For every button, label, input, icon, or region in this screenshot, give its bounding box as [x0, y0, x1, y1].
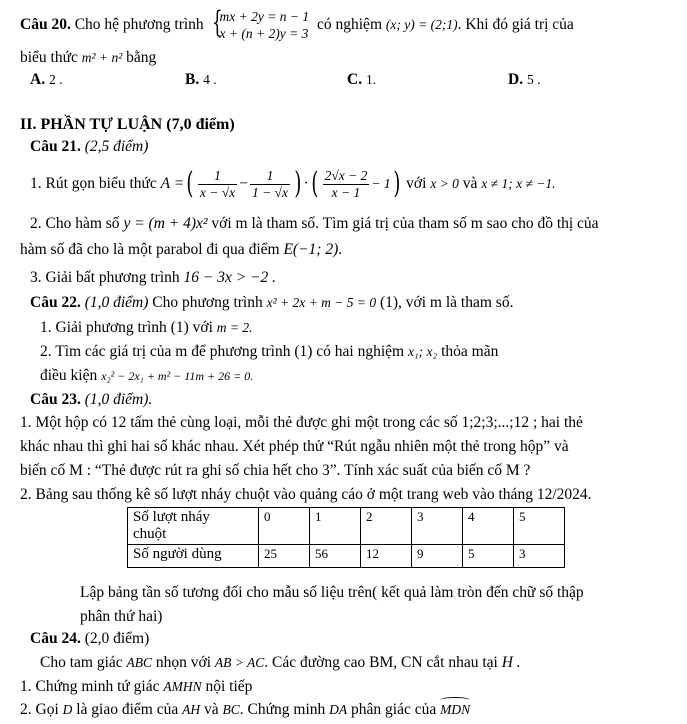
- q24-heading: [30, 629, 149, 649]
- q22-eq: x² + 2x + m − 5 = 0: [266, 295, 377, 310]
- q22-part2-line2: điều kiện x₂² − 2x₁ + m² − 11m + 26 = 0.: [40, 367, 254, 384]
- q20-system: [211, 5, 310, 42]
- q20-text-c: . Khi đó giá trị của: [457, 16, 574, 33]
- q20-eq2: x + (n + 2)y = 3: [219, 26, 309, 42]
- q23-heading: [30, 390, 152, 410]
- q24-line1: Cho tam giác ABC nhọn với AB > AC. Các đường cao BM, CN cắt nhau tại H .: [40, 654, 521, 671]
- q23-p2-line3: phân thứ hai): [80, 608, 163, 625]
- table-row: [128, 545, 565, 568]
- q20-option-d: D. 5 .: [508, 71, 541, 88]
- q21-frac1: $\frac{1}{x - √x}$: [199, 167, 236, 200]
- table-cell: 9: [412, 545, 463, 568]
- table-cell: 2: [361, 508, 412, 545]
- q21-frac3: $\frac{2√x - 2}{x - 1}$: [324, 167, 368, 200]
- q23-p1-line2: khác nhau thì ghi hai số khác nhau. Xét phép thử “Rút ngẫu nhiên một thẻ trong hộp” và: [20, 438, 569, 455]
- q23-points: (1,0 điểm).: [84, 391, 153, 408]
- table-cell: 25: [259, 545, 310, 568]
- q21-p1-text: 1. Rút gọn biểu thức: [30, 175, 157, 192]
- brace-icon: {: [211, 5, 223, 41]
- table-row: [128, 508, 565, 545]
- q20-label: Câu 20.: [20, 16, 71, 33]
- q22-line1: Câu 22. (1,0 điểm) Cho phương trình x² + 2x + m − 5 = 0 (1), với m là tham số.: [30, 294, 514, 311]
- table-cell: 56: [310, 545, 361, 568]
- q21-frac2: $\frac{1}{1 - √x}$: [251, 167, 288, 200]
- q24-angle-mdn: MDN: [440, 700, 470, 720]
- table-header-clicks: Số lượt nháy chuột: [128, 508, 259, 545]
- table-cell: 0: [259, 508, 310, 545]
- q20-option-b: B. 4 .: [185, 71, 217, 88]
- q22-points: (1,0 điểm): [84, 294, 149, 311]
- table-cell: 3: [412, 508, 463, 545]
- table-cell: 3: [514, 545, 565, 568]
- q21-cond1: x > 0: [430, 176, 459, 191]
- q20-expr: m² + n²: [81, 50, 123, 65]
- q20-line1: [20, 5, 574, 42]
- q21-part2-line1: 2. Cho hàm số y = (m + 4)x² với m là tham số. Tìm giá trị của tham số m sao cho đồ thị của: [30, 215, 599, 232]
- q22-condition: x₂² − 2x₁ + m² − 11m + 26 = 0.: [101, 369, 254, 383]
- q20-line2: [20, 48, 156, 68]
- q22-label: Câu 22.: [30, 294, 81, 311]
- q20-text-a: Cho hệ phương trình: [74, 16, 204, 33]
- q21-points: (2,5 điểm): [84, 138, 149, 155]
- q21-part3: 3. Giải bất phương trình 16 − 3x > −2 .: [30, 269, 277, 286]
- q20-eq1: mx + 2y = n − 1: [219, 9, 310, 25]
- q21-part1: 1. Rút gọn biểu thức A =( $\frac{1}{x - √x}$ − $\frac{1}{1 - √x}$ ) ·( $\frac{2√x - 2}{x - 1}$ − 1) với x > 0 và x ≠ 1; x ≠ −1.: [30, 166, 556, 202]
- q24-points: (2,0 điểm): [84, 630, 150, 647]
- table-cell: 1: [310, 508, 361, 545]
- q21-label: Câu 21.: [30, 138, 81, 155]
- q23-p2-line1: 2. Bảng sau thống kê số lượt nháy chuột vào quảng cáo ở một trang web vào tháng 12/2024.: [20, 486, 592, 503]
- q21-func: y = (m + 4)x²: [123, 215, 208, 232]
- table-header-users: Số người dùng: [128, 545, 259, 568]
- q20-line2-b: bằng: [126, 49, 157, 66]
- table-cell: 4: [463, 508, 514, 545]
- table-cell: 5: [463, 545, 514, 568]
- q21-point: E(−1; 2): [283, 241, 339, 258]
- q20-option-a: A. 2 .: [30, 71, 63, 88]
- frequency-table: [127, 507, 565, 568]
- q23-p1-line1: 1. Một hộp có 12 tấm thẻ cùng loại, mỗi thẻ được ghi một trong các số 1;2;3;...;12 ; hai thẻ: [20, 414, 583, 431]
- q24-part1: 1. Chứng minh tứ giác AMHN nội tiếp: [20, 678, 253, 695]
- q21-A: A =: [160, 175, 185, 192]
- q22-part1: 1. Giải phương trình (1) với m = 2.: [40, 319, 253, 336]
- q21-cond2: x ≠ 1; x ≠ −1.: [481, 176, 556, 191]
- q23-p1-line3: biến cố M : “Thẻ được rút ra ghi số chia hết cho 3”. Tính xác suất của biến cố M ?: [20, 462, 531, 479]
- section-title: II. PHẦN TỰ LUẬN (7,0 điểm): [20, 116, 235, 133]
- q23-p2-line2: Lập bảng tần số tương đối cho mẫu số liệu trên( kết quả làm tròn đến chữ số thập: [80, 584, 584, 601]
- table-cell: 5: [514, 508, 565, 545]
- q21-p1-and: và: [462, 175, 478, 192]
- q20-text-b: có nghiệm: [317, 16, 382, 33]
- q21-part2-line2: hàm số đã cho là một parabol đi qua điểm E(−1; 2).: [20, 241, 343, 258]
- q20-line2-a: biểu thức: [20, 49, 78, 66]
- q24-label: Câu 24.: [30, 630, 81, 647]
- q21-ineq: 16 − 3x > −2 .: [183, 269, 277, 286]
- q22-part2-line1: 2. Tìm các giá trị của m để phương trình (1) có hai nghiệm x₁; x₂ thỏa mãn: [40, 343, 499, 360]
- q24-part2: 2. Gọi D là giao điểm của AH và BC. Chứng minh DA phân giác của MDN: [20, 701, 471, 718]
- q20-option-c: C. 1.: [347, 71, 377, 88]
- q23-label: Câu 23.: [30, 391, 81, 408]
- q21-heading: [30, 137, 148, 157]
- table-cell: 12: [361, 545, 412, 568]
- q20-solution: (x; y) = (2;1): [385, 17, 458, 32]
- q21-p1-with: với: [406, 175, 427, 192]
